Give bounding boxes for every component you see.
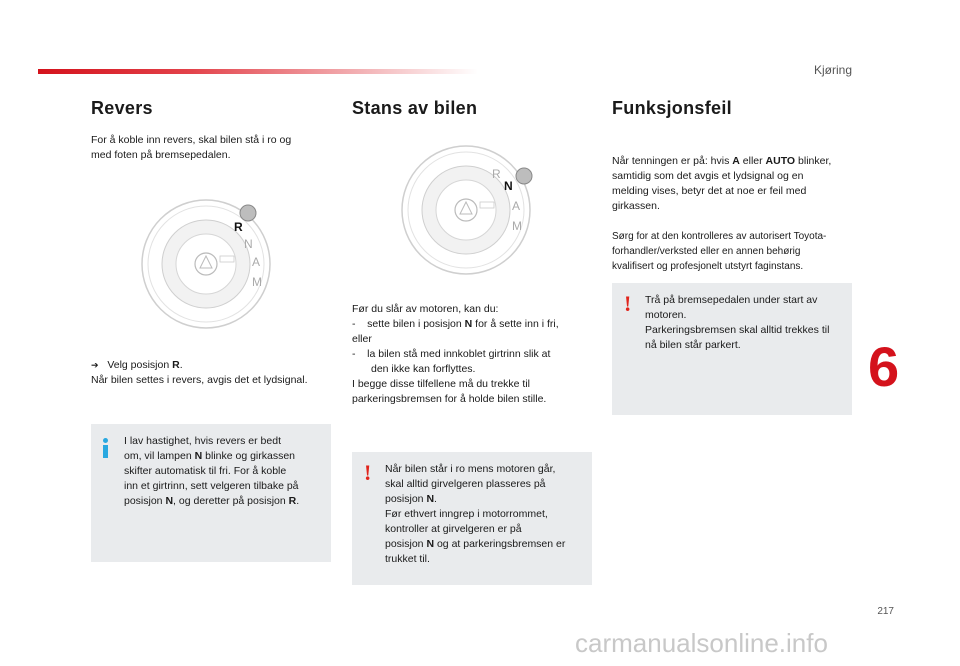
revers-intro: For å koble inn revers, skal bilen stå i ro og med foten på bremsepedalen. <box>91 134 292 161</box>
warning-icon: ! <box>624 291 632 316</box>
chapter-title: Kjøring <box>813 63 852 77</box>
dial-letter-m: M <box>252 275 262 289</box>
info-icon <box>102 438 109 458</box>
funksjon-para1: Når tenningen er på: hvis A eller AUTO blinker, samtidig som det avgis et lydsignal og en melding vises, betyr det at noe er feil med girkassen. <box>612 155 832 212</box>
dial-letter-m: M <box>512 219 522 233</box>
gear-selector-dial-revers <box>138 196 274 332</box>
chapter-number: 6 <box>868 335 900 398</box>
dial-letter-a: A <box>512 199 521 213</box>
stans-warning-box: ! Når bilen står i ro mens motoren går, skal alltid girvelgeren plasseres på posisjon N. Før ethvert inngrep i motorrommet, kontroller at girvelgeren er på posisjon N og at parkeringsbremsen er trukket til. <box>352 452 592 585</box>
warning-icon: ! <box>364 460 372 485</box>
revers-info-box: I lav hastighet, hvis revers er bedt om, vil lampen N blinke og girkassen skifter automatisk til fri. For å koble inn et girtrinn, sett velgeren tilbake på posisjon N, og deretter på posisjon R. <box>91 424 331 562</box>
watermark: carmanualsonline.info <box>575 628 828 658</box>
revers-instruction: ➔ Velg posisjon R. Når bilen settes i revers, avgis det et lydsignal. <box>91 359 308 386</box>
dial-letter-r: R <box>492 167 501 181</box>
dial-letter-r: R <box>234 220 243 234</box>
stans-title: Stans av bilen <box>352 98 478 118</box>
revers-title: Revers <box>91 98 153 118</box>
funksjon-title: Funksjonsfeil <box>612 98 732 118</box>
funksjon-warning-box: ! Trå på bremsepedalen under start av motoren. Parkeringsbremsen skal alltid trekkes til nå bilen står parkert. <box>612 283 852 415</box>
gear-selector-dial-stans <box>398 142 534 278</box>
dial-letter-n: N <box>504 179 513 193</box>
page-number: 217 <box>877 606 894 617</box>
funksjon-para2: Sørg for at den kontrolleres av autorisert Toyota- forhandler/verksted eller en annen behørig kvalifisert og profesjonelt utstyrt faginstans. <box>612 231 827 272</box>
header-red-bar <box>38 69 478 74</box>
stans-body: Før du slår av motoren, kan du: - sette bilen i posisjon N for å sette inn i fri, eller - la bilen stå med innkoblet girtrinn slik at den ikke kan forflyttes. I begge disse tilfellene må du trekke til parkeringsbremsen for å holde bilen stille. <box>352 303 559 405</box>
dial-letter-a: A <box>252 255 261 269</box>
dial-letter-n: N <box>244 237 253 251</box>
arrow-bullet-icon: ➔ <box>91 360 99 370</box>
